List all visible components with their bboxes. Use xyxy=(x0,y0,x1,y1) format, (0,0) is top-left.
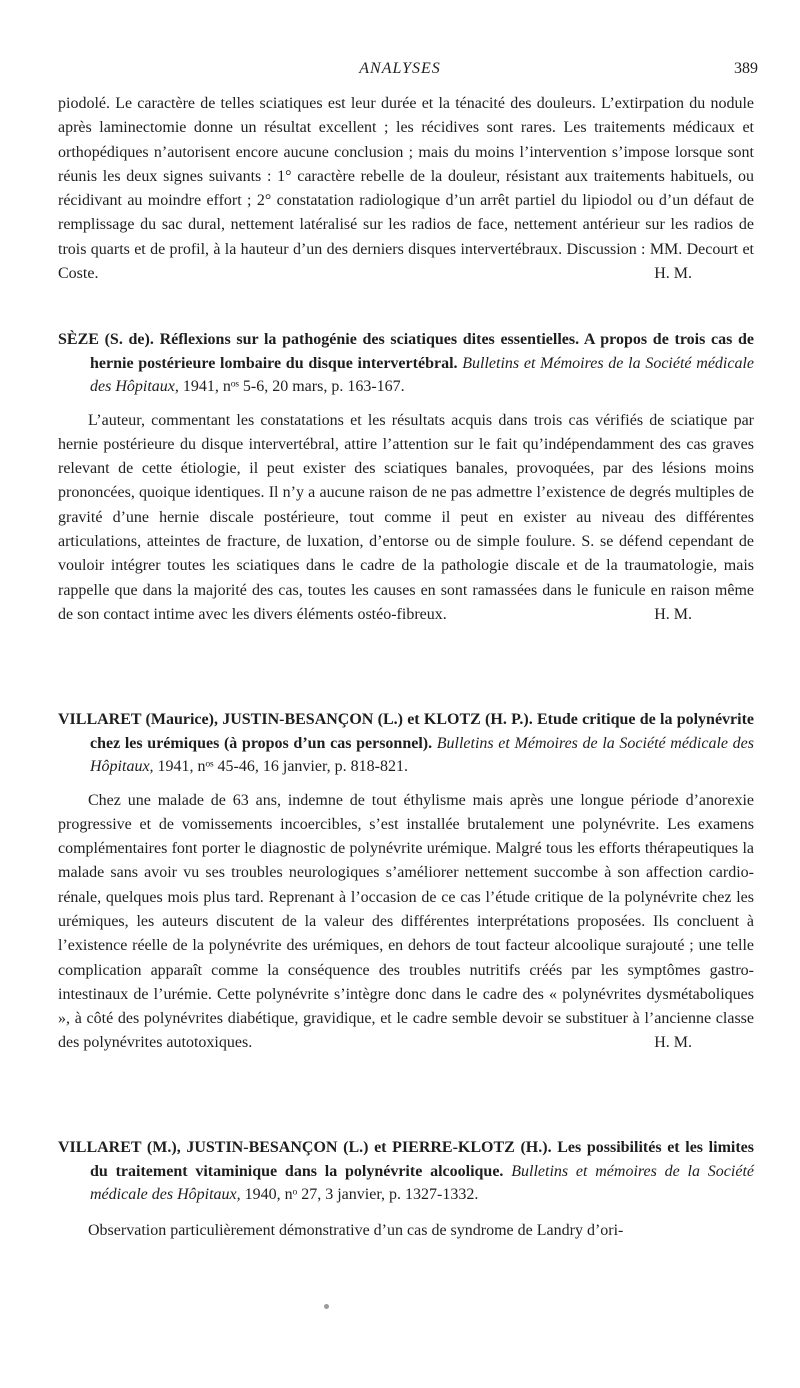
entry-heading xyxy=(58,328,754,399)
running-title: ANALYSES xyxy=(359,60,441,77)
entry-heading xyxy=(58,708,754,779)
entry-source: Bulletins et Mémoires de la Société médicale des Hôpitaux, xyxy=(90,354,755,395)
entry-authors: SÈZE (S. de). xyxy=(58,331,154,348)
entry-title: Etude critique de la polynévrite chez les urémiques (à propos d’un cas personnel). xyxy=(90,711,755,752)
continued-abstract-text: piodolé. Le caractère de telles sciatiques est leur durée et la ténacité des douleurs. L’extirpation du nodule après laminectomie donne un résultat excellent ; les récidives sont rares. Les traitements médicaux et orthopédiques n’autorisent encore aucune conclusion ; mais du moins l’intervention s’impose lorsque sont réunis les deux signes suivants : 1° caractère rebelle de la douleur, résistant aux traitements habituels, ou récidivant au moindre effort ; 2° constatation radiologique d’un arrêt partiel du lipiodol ou d’un défaut de remplissage du sac dural, nettement latéralisé sur les radios de face, nettement antérieur sur les radios de trois quarts et de profil, à la hauteur d’un des derniers disques intervertébraux. Discussion : MM. Decourt et Coste. xyxy=(58,95,754,283)
entry-abstract-text: Chez une malade de 63 ans, indemne de tout éthylisme mais après une longue période d’anorexie progressive et de vomissements incoercibles, s’est installée brutalement une polynévrite. Les examens complémentaires font porter le diagnostic de polynévrite urémique. Malgré tous les efforts thérapeutiques la malade sans avoir vu ses troubles neurologiques s’améliorer nettement succombe à son affection cardio-rénale, quelques mois plus tard. Reprenant à l’occasion de ce cas l’étude critique de la polynévrite chez les urémiques, les auteurs discutent de la valeur des différentes interprétations proposées. Ils concluent à l’existence réelle de la polynévrite des urémiques, en dehors de tout facteur alcoolique surajouté ; une telle complication apparaît comme la conséquence des troubles nutritifs créés par les symptômes gastro-intestinaux de l’urémie. Cette polynévrite s’intègre donc dans le cadre des « polynévrites dysmétaboliques », à côté des polynévrites diabétique, gravidique, et le cadre semble devoir se substituer à l’ancienne classe des polynévrites autotoxiques. xyxy=(58,791,754,1052)
entry-villaret-polynevrite-uremiques xyxy=(58,708,754,1056)
entry-abstract xyxy=(58,1219,754,1243)
signature: H. M. xyxy=(654,265,692,283)
signature: H. M. xyxy=(654,1034,692,1052)
running-head xyxy=(0,60,800,84)
entry-authors: VILLARET (M.), JUSTIN-BESANÇON (L.) et PIERRE-KLOTZ (H.). xyxy=(58,1139,552,1156)
entry-abstract-text: Observation particulièrement démonstrative d’un cas de syndrome de Landry d’ori- xyxy=(88,1221,624,1239)
entry-authors: VILLARET (Maurice), JUSTIN-BESANÇON (L.) et KLOTZ (H. P.). xyxy=(58,711,533,728)
entry-details: 1941, nᵒˢ 45-46, 16 janvier, p. 818-821. xyxy=(157,758,408,775)
entry-source: Bulletins et Mémoires de la Société médicale des Hôpitaux, xyxy=(90,734,755,775)
entry-abstract-text: L’auteur, commentant les constatations et les résultats acquis dans trois cas vérifiés de sciatique par hernie postérieure du disque intervertébral, attire l’attention sur le fait qu’indépendamment des cas graves relevant de cette étiologie, il peut exister des sciatiques banales, provoquées, par des lésions moins prononcées, quoique identiques. Il n’y a aucune raison de ne pas admettre l’existence de degrés multiples de gravité d’une hernie discale postérieure, tout comme il peut en exister au niveau des différentes articulations, atteintes de fracture, de luxation, d’entorse ou de simple foulure. S. se défend cependant de vouloir intégrer toutes les sciatiques dans le cadre de la pathologie discale et de la traumatologie, mais rappelle que dans la majorité des cas, toutes les causes en sont ramassées dans le funicule en raison même de son contact intime avec les divers éléments ostéo-fibreux. xyxy=(58,411,754,623)
entry-title: Les possibilités et les limites du traitement vitaminique dans la polynévrite alcoolique. xyxy=(90,1139,754,1180)
signature: H. M. xyxy=(654,605,692,623)
entry-heading xyxy=(58,1136,754,1207)
entry-abstract xyxy=(58,409,754,628)
page-number: 389 xyxy=(734,60,758,77)
entry-source: Bulletins et mémoires de la Société médicale des Hôpitaux, xyxy=(90,1162,754,1203)
entry-details: 1940, nᵒ 27, 3 janvier, p. 1327-1332. xyxy=(244,1186,479,1203)
entry-title: Réflexions sur la pathogénie des sciatiques dites essentielles. A propos de trois cas de hernie postérieure lombaire du disque intervertébral. xyxy=(90,331,755,372)
entry-villaret-traitement-vitaminique xyxy=(58,1136,754,1243)
entry-details: 1941, nᵒˢ 5-6, 20 mars, p. 163-167. xyxy=(182,378,405,395)
entry-abstract xyxy=(58,789,754,1056)
continued-abstract xyxy=(58,92,754,286)
entry-seze xyxy=(58,328,754,627)
ink-speck xyxy=(324,1304,329,1309)
